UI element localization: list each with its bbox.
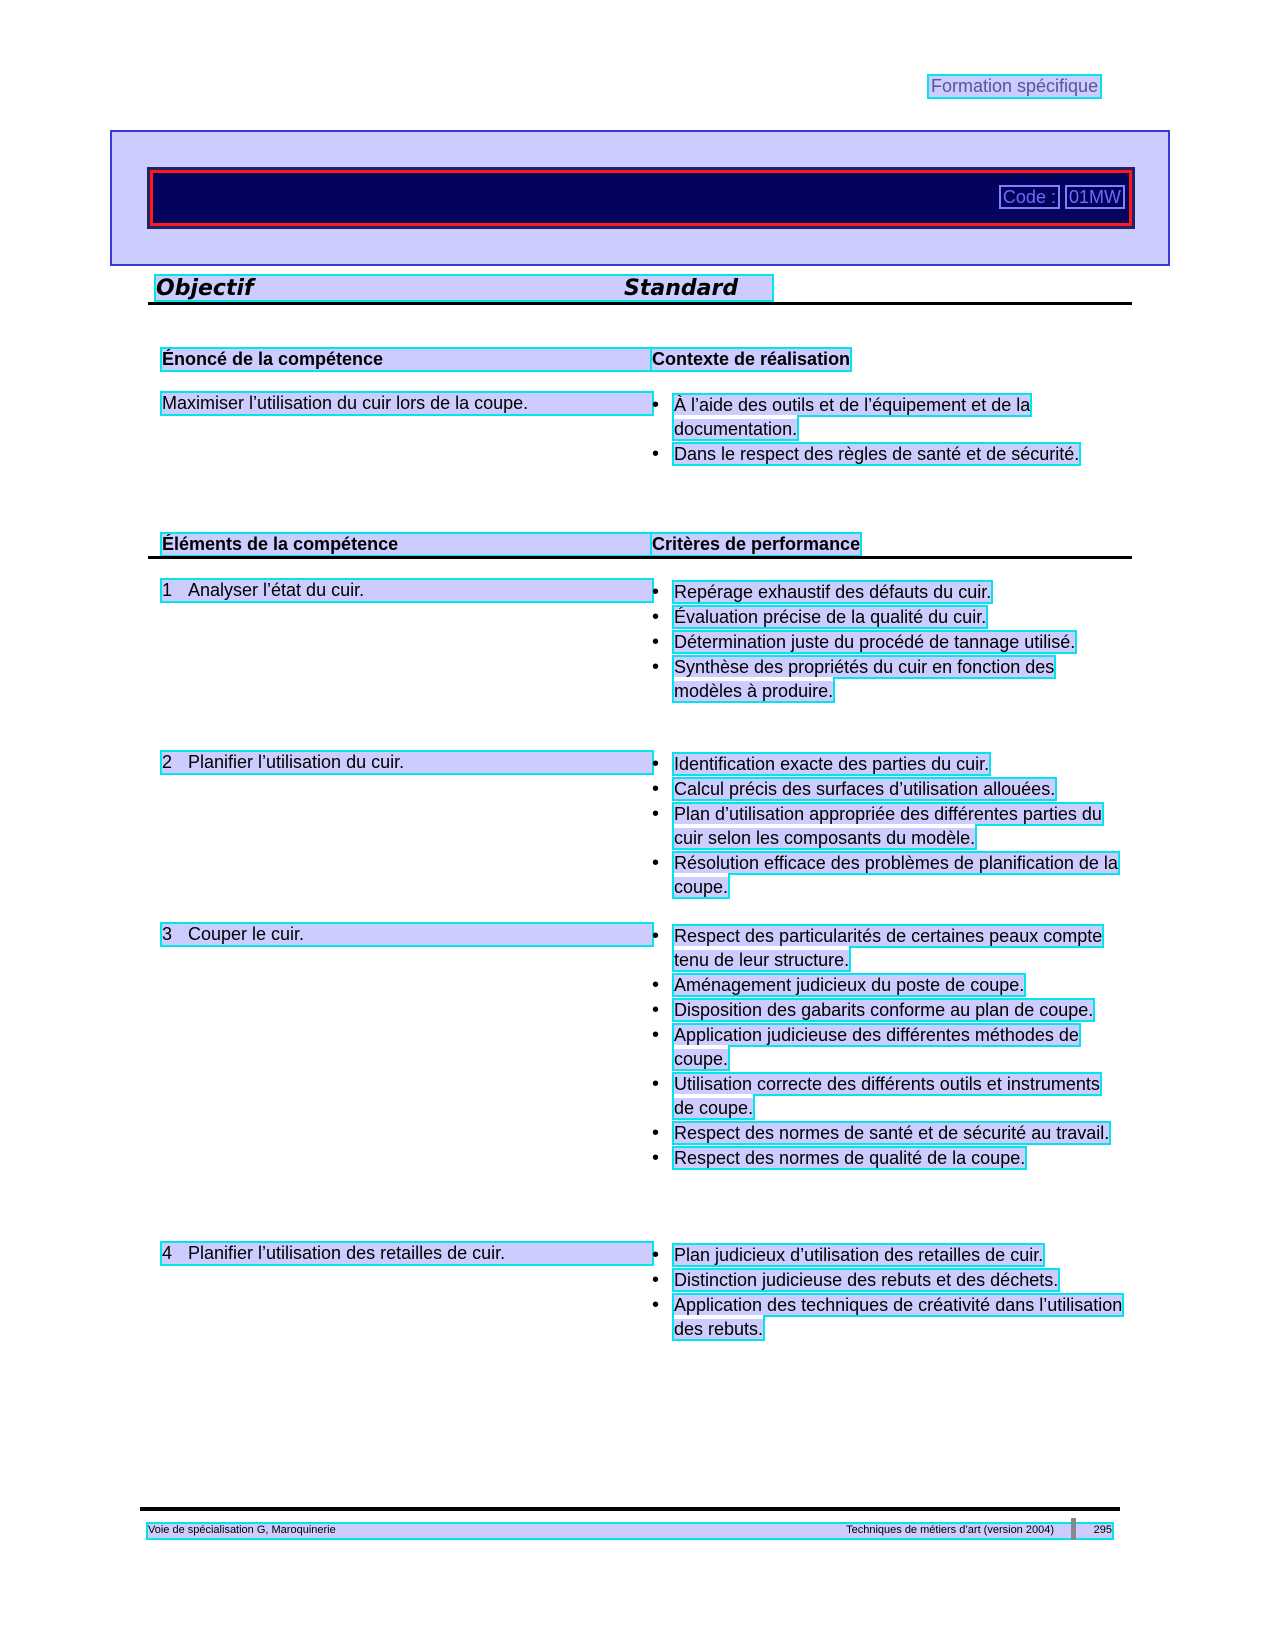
list-item: • Synthèse des propriétés du cuir en fonction des modèles à produire. — [674, 655, 1124, 703]
element-2: 2 Planifier l’utilisation du cuir. — [162, 752, 652, 773]
element-1: 1 Analyser l’état du cuir. — [162, 580, 652, 601]
list-item: • Détermination juste du procédé de tannage utilisé. — [674, 630, 1124, 654]
list-item: • Résolution efficace des problèmes de planification de la coupe. — [674, 851, 1124, 899]
page-number: 295 — [1093, 1524, 1112, 1536]
criteria-list-3 — [674, 924, 1124, 1171]
list-item: • Respect des normes de qualité de la coupe. — [674, 1146, 1124, 1170]
standard-heading: Standard — [624, 276, 739, 301]
criteria-list-2 — [674, 752, 1124, 900]
footer-rule — [140, 1507, 1120, 1511]
competence-statement: Maximiser l’utilisation du cuir lors de la coupe. — [162, 393, 652, 414]
list-item: • Respect des normes de santé et de sécurité au travail. — [674, 1121, 1124, 1145]
list-item: • Utilisation correcte des différents outils et instruments de coupe. — [674, 1072, 1124, 1120]
list-item: • Identification exacte des parties du cuir. — [674, 752, 1124, 776]
element-3: 3 Couper le cuir. — [162, 924, 652, 945]
column-headings — [156, 276, 772, 300]
list-item: • Évaluation précise de la qualité du cuir. — [674, 605, 1124, 629]
list-item: • Calcul précis des surfaces d’utilisation allouées. — [674, 777, 1124, 801]
element-4: 4 Planifier l’utilisation des retailles de cuir. — [162, 1243, 652, 1264]
criteria-list-1 — [674, 580, 1124, 704]
section-label: Formation spécifique — [931, 76, 1099, 96]
list-item: • Aménagement judicieux du poste de coupe. — [674, 973, 1124, 997]
page-footer — [148, 1524, 1112, 1538]
context-heading: Contexte de réalisation — [652, 349, 851, 369]
footer-left: Voie de spécialisation G, Maroquinerie — [148, 1524, 336, 1536]
list-item: • Disposition des gabarits conforme au plan de coupe. — [674, 998, 1124, 1022]
list-item: • Distinction judicieuse des rebuts et des déchets. — [674, 1268, 1124, 1292]
list-item: • Dans le respect des règles de santé et de sécurité. — [674, 442, 1124, 466]
footer-right: Techniques de métiers d’art (version 2004) — [846, 1524, 1054, 1536]
code-label: Code : — [1002, 187, 1056, 207]
list-item: • Respect des particularités de certaines peaux compte tenu de leur structure. — [674, 924, 1124, 972]
header-banner — [110, 130, 1170, 266]
context-list — [674, 393, 1124, 467]
objective-heading: Objectif — [156, 276, 254, 301]
elements-rule — [148, 556, 1132, 559]
list-item: • Application des techniques de créativité dans l’utilisation des rebuts. — [674, 1293, 1124, 1341]
code-value: 01MW — [1068, 187, 1121, 207]
title-bar — [150, 170, 1132, 226]
list-item: • Plan judicieux d’utilisation des retailles de cuir. — [674, 1243, 1124, 1267]
list-item: • Repérage exhaustif des défauts du cuir. — [674, 580, 1124, 604]
elements-heading: Éléments de la compétence — [162, 534, 652, 555]
criteria-heading: Critères de performance — [652, 534, 861, 554]
competence-heading: Énoncé de la compétence — [162, 349, 652, 370]
footer-separator — [1071, 1518, 1076, 1540]
list-item: • Application judicieuse des différentes méthodes de coupe. — [674, 1023, 1124, 1071]
criteria-list-4 — [674, 1243, 1124, 1342]
list-item: • Plan d’utilisation appropriée des différentes parties du cuir selon les composants du modèle. — [674, 802, 1124, 850]
list-item: • À l’aide des outils et de l’équipement et de la documentation. — [674, 393, 1124, 441]
heading-rule — [148, 302, 1132, 305]
code-line — [1001, 187, 1123, 208]
